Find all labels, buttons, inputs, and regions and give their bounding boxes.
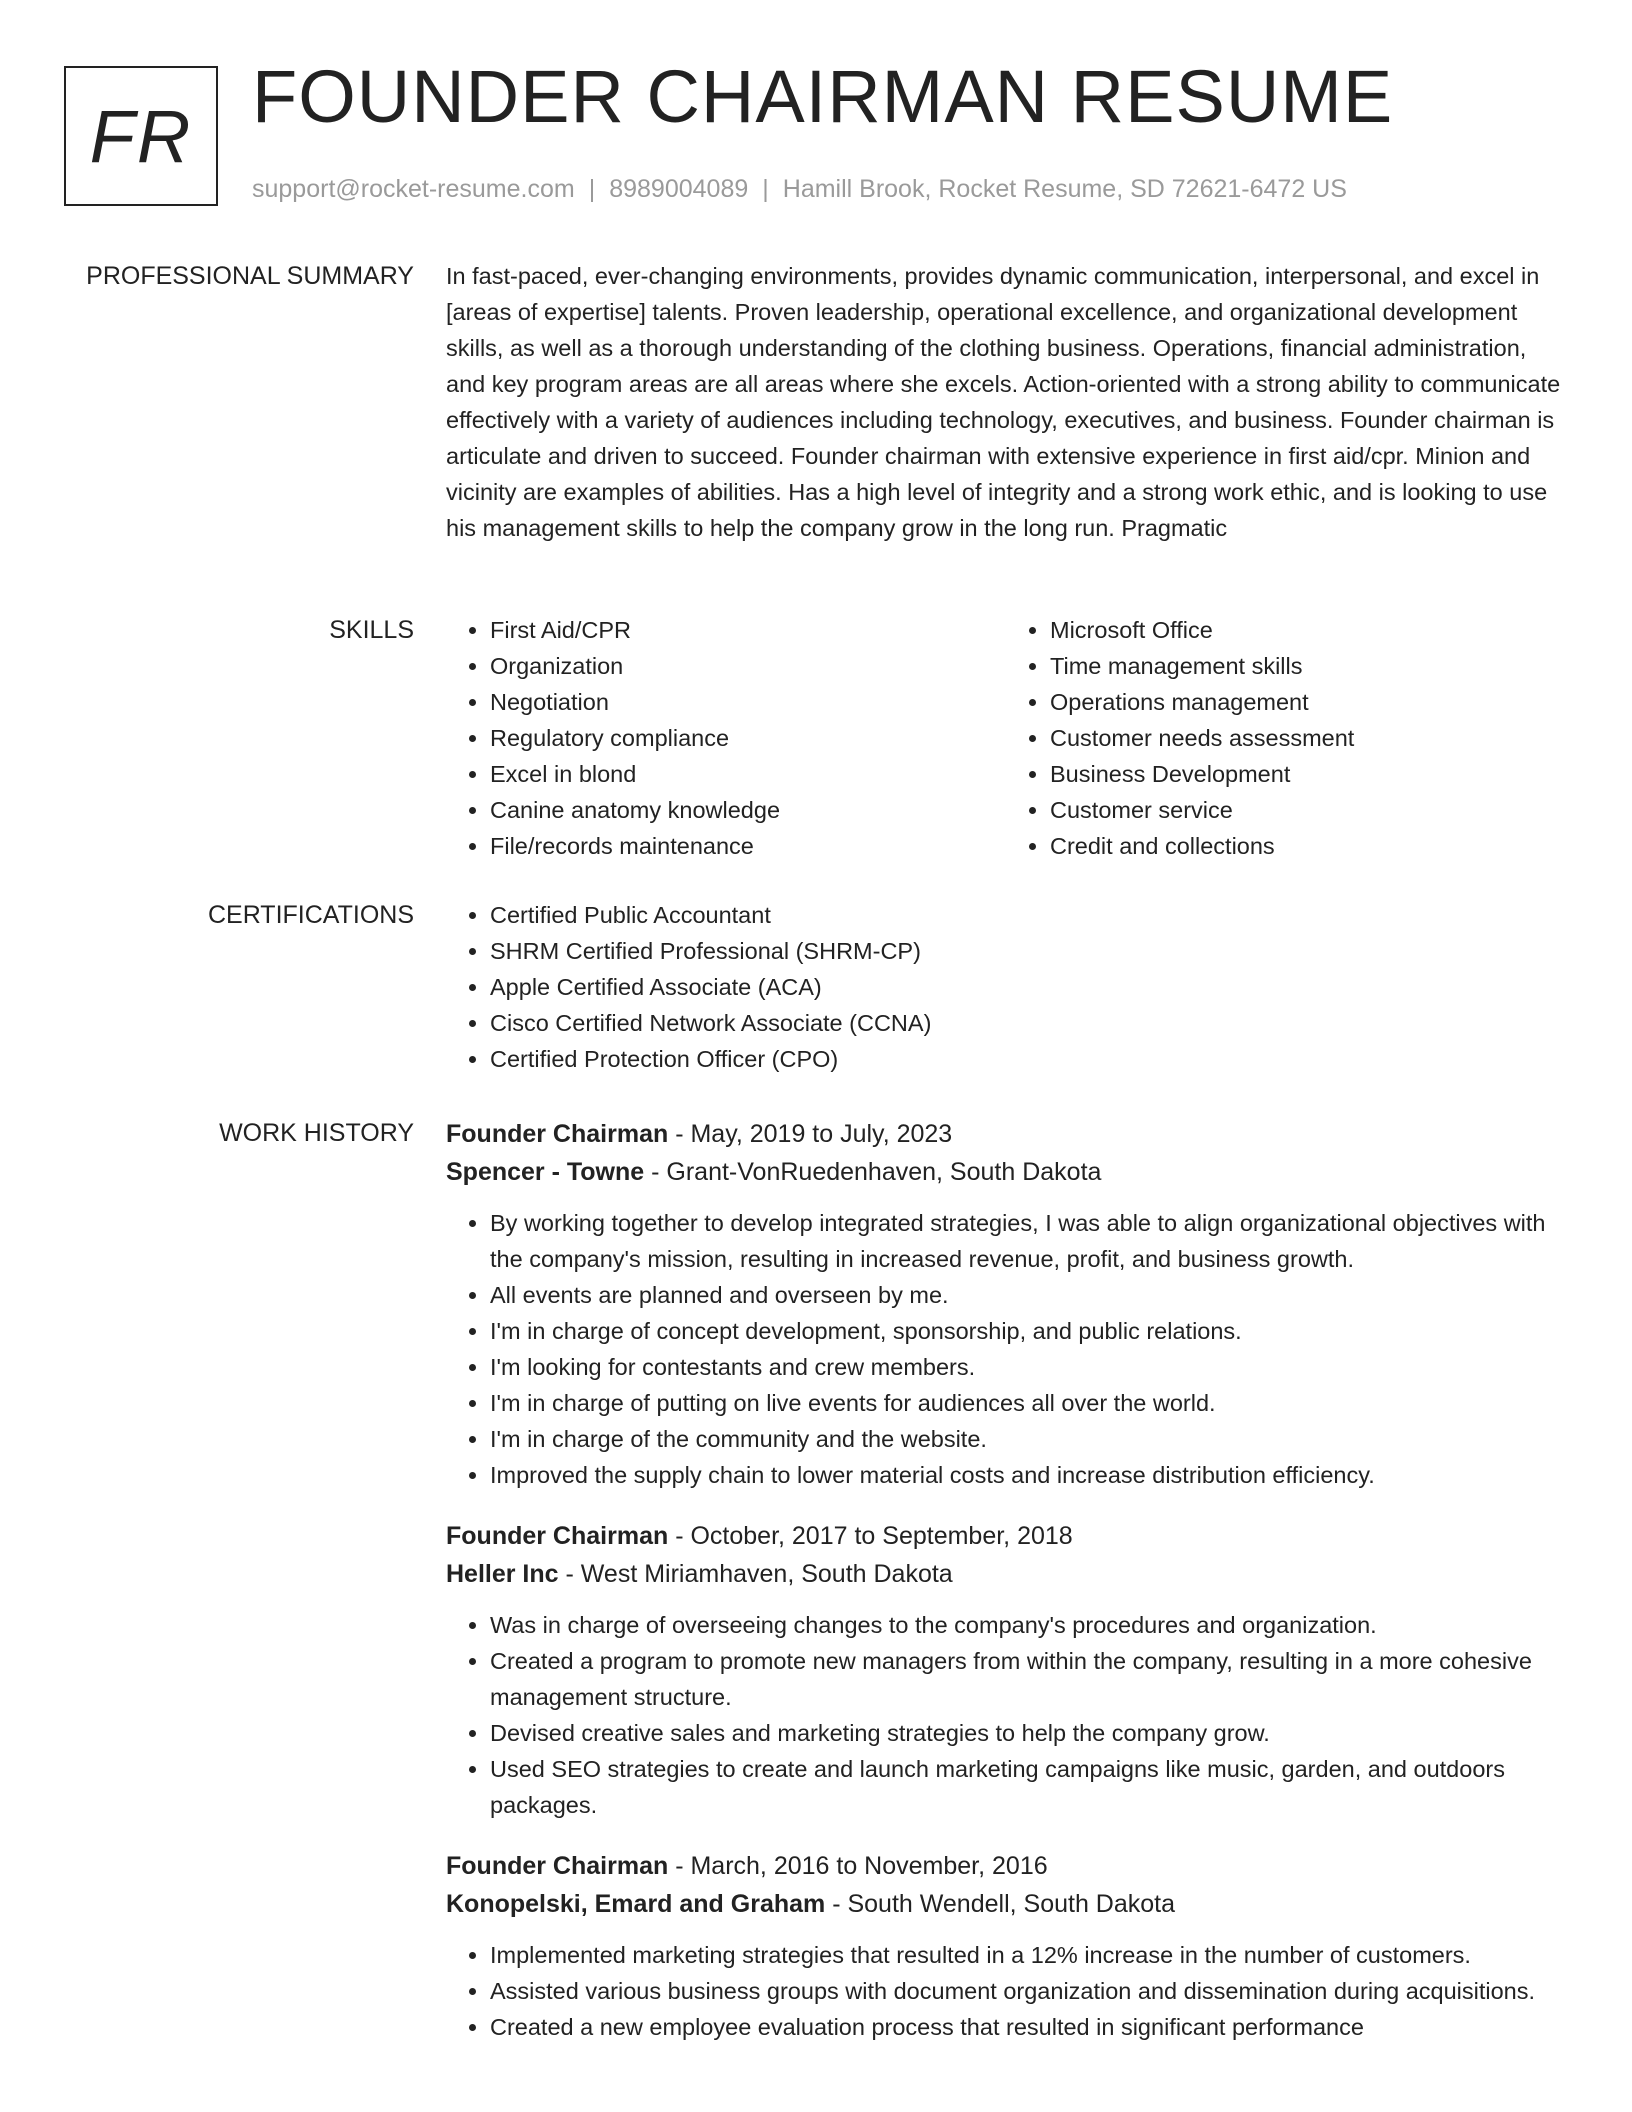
job-title: Founder Chairman [446,1120,669,1148]
monogram-logo: FR [64,66,218,206]
job-title: Founder Chairman [446,1522,669,1550]
certification-item: • Cisco Certified Network Associate (CCNA) [490,1005,1566,1041]
job-company-line [446,1885,1566,1923]
job-title-line [446,1115,1566,1153]
job-bullet: • I'm looking for contestants and crew members. [490,1349,1566,1385]
summary-text: In fast-paced, ever-changing environments, provides dynamic communication, interpersonal, and excel in [areas of expertise] talents. Proven leadership, operational excellence, and organizational development skills, as well as a thorough understanding of the clothing business. Operations, financial administration, and key program areas are all areas where she excels. Action-oriented with a strong ability to communicate effectively with a variety of audiences including technology, executives, and business. Founder chairman is articulate and driven to succeed. Founder chairman with extensive experience in first aid/cpr. Minion and vicinity are examples of abilities. Has a high level of integrity and a strong work ethic, and is looking to use his management skills to help the company grow in the long run. Pragmatic [446,263,1561,541]
contact-separator: | [762,175,769,203]
certification-item: • Certified Protection Officer (CPO) [490,1041,1566,1077]
contact-phone[interactable]: 8989004089 [609,175,749,203]
job-dates: - October, 2017 to September, 2018 [668,1522,1073,1550]
job-company: Heller Inc [446,1560,559,1588]
contact-email[interactable]: support@rocket-resume.com [252,175,575,203]
contact-separator: | [588,175,596,203]
skills-list-left [446,612,1006,864]
certification-item: • Certified Public Accountant [490,897,1566,933]
skill-item: • Credit and collections [1050,828,1566,864]
job-title-line [446,1517,1566,1555]
job-title: Founder Chairman [446,1852,669,1880]
job-bullet: • Was in charge of overseeing changes to the company's procedures and organization. [490,1607,1566,1643]
certification-item: • Apple Certified Associate (ACA) [490,969,1566,1005]
section-heading-skills: SKILLS [329,616,414,644]
job-bullets [446,1937,1566,2045]
skills-list-right [1006,612,1566,864]
skill-item: • Customer needs assessment [1050,720,1566,756]
job-company: Konopelski, Emard and Graham [446,1890,826,1918]
job-location: - South Wendell, South Dakota [825,1890,1176,1918]
job-dates: - March, 2016 to November, 2016 [668,1852,1048,1880]
job-dates: - May, 2019 to July, 2023 [668,1120,953,1148]
resume-title: FOUNDER CHAIRMAN RESUME [252,55,1394,138]
contact-line [252,175,1347,204]
job-entry [446,1115,1566,1493]
job-company-line [446,1555,1566,1593]
skill-item: • Microsoft Office [1050,612,1566,648]
job-location: - Grant-VonRuedenhaven, South Dakota [644,1158,1102,1186]
job-bullet: • I'm in charge of putting on live events for audiences all over the world. [490,1385,1566,1421]
job-bullet: • I'm in charge of concept development, sponsorship, and public relations. [490,1313,1566,1349]
work-history-body [446,1115,1566,2069]
certification-item: • SHRM Certified Professional (SHRM-CP) [490,933,1566,969]
job-bullet: • Implemented marketing strategies that resulted in a 12% increase in the number of customers. [490,1937,1566,1973]
contact-address: Hamill Brook, Rocket Resume, SD 72621-6472 US [782,175,1347,203]
skill-item: • Operations management [1050,684,1566,720]
job-title-line [446,1847,1566,1885]
skill-item: • Negotiation [490,684,1006,720]
job-entry [446,1517,1566,1823]
job-bullet: • Created a new employee evaluation process that resulted in significant performance [490,2009,1566,2045]
job-bullet: • All events are planned and overseen by me. [490,1277,1566,1313]
certifications-body [446,897,1566,1077]
section-heading-summary: PROFESSIONAL SUMMARY [86,262,414,290]
section-heading-work-history: WORK HISTORY [219,1119,414,1147]
skill-item: • Canine anatomy knowledge [490,792,1006,828]
job-entry [446,1847,1566,2045]
job-bullet: • Used SEO strategies to create and launch marketing campaigns like music, garden, and outdoors packages. [490,1751,1566,1823]
skill-item: • Time management skills [1050,648,1566,684]
certifications-list [446,897,1566,1077]
job-bullets [446,1607,1566,1823]
skill-item: • Organization [490,648,1006,684]
skill-item: • Business Development [1050,756,1566,792]
skill-item: • File/records maintenance [490,828,1006,864]
section-heading-certifications: CERTIFICATIONS [207,901,414,929]
job-bullet: • Devised creative sales and marketing strategies to help the company grow. [490,1715,1566,1751]
job-bullet: • By working together to develop integrated strategies, I was able to align organizational objectives with the company's mission, resulting in increased revenue, profit, and business growth. [490,1205,1566,1277]
job-company-line [446,1153,1566,1191]
job-bullet: • Created a program to promote new managers from within the company, resulting in a more cohesive management structure. [490,1643,1566,1715]
skill-item: • Customer service [1050,792,1566,828]
skills-body [446,612,1566,864]
job-company: Spencer - Towne [446,1158,645,1186]
job-bullet: • I'm in charge of the community and the website. [490,1421,1566,1457]
job-bullets [446,1205,1566,1493]
skill-item: • First Aid/CPR [490,612,1006,648]
job-bullet: • Assisted various business groups with document organization and dissemination during acquisitions. [490,1973,1566,2009]
summary-body [446,258,1566,546]
skill-item: • Excel in blond [490,756,1006,792]
skill-item: • Regulatory compliance [490,720,1006,756]
job-location: - West Miriamhaven, South Dakota [558,1560,953,1588]
job-bullet: • Improved the supply chain to lower material costs and increase distribution efficiency. [490,1457,1566,1493]
